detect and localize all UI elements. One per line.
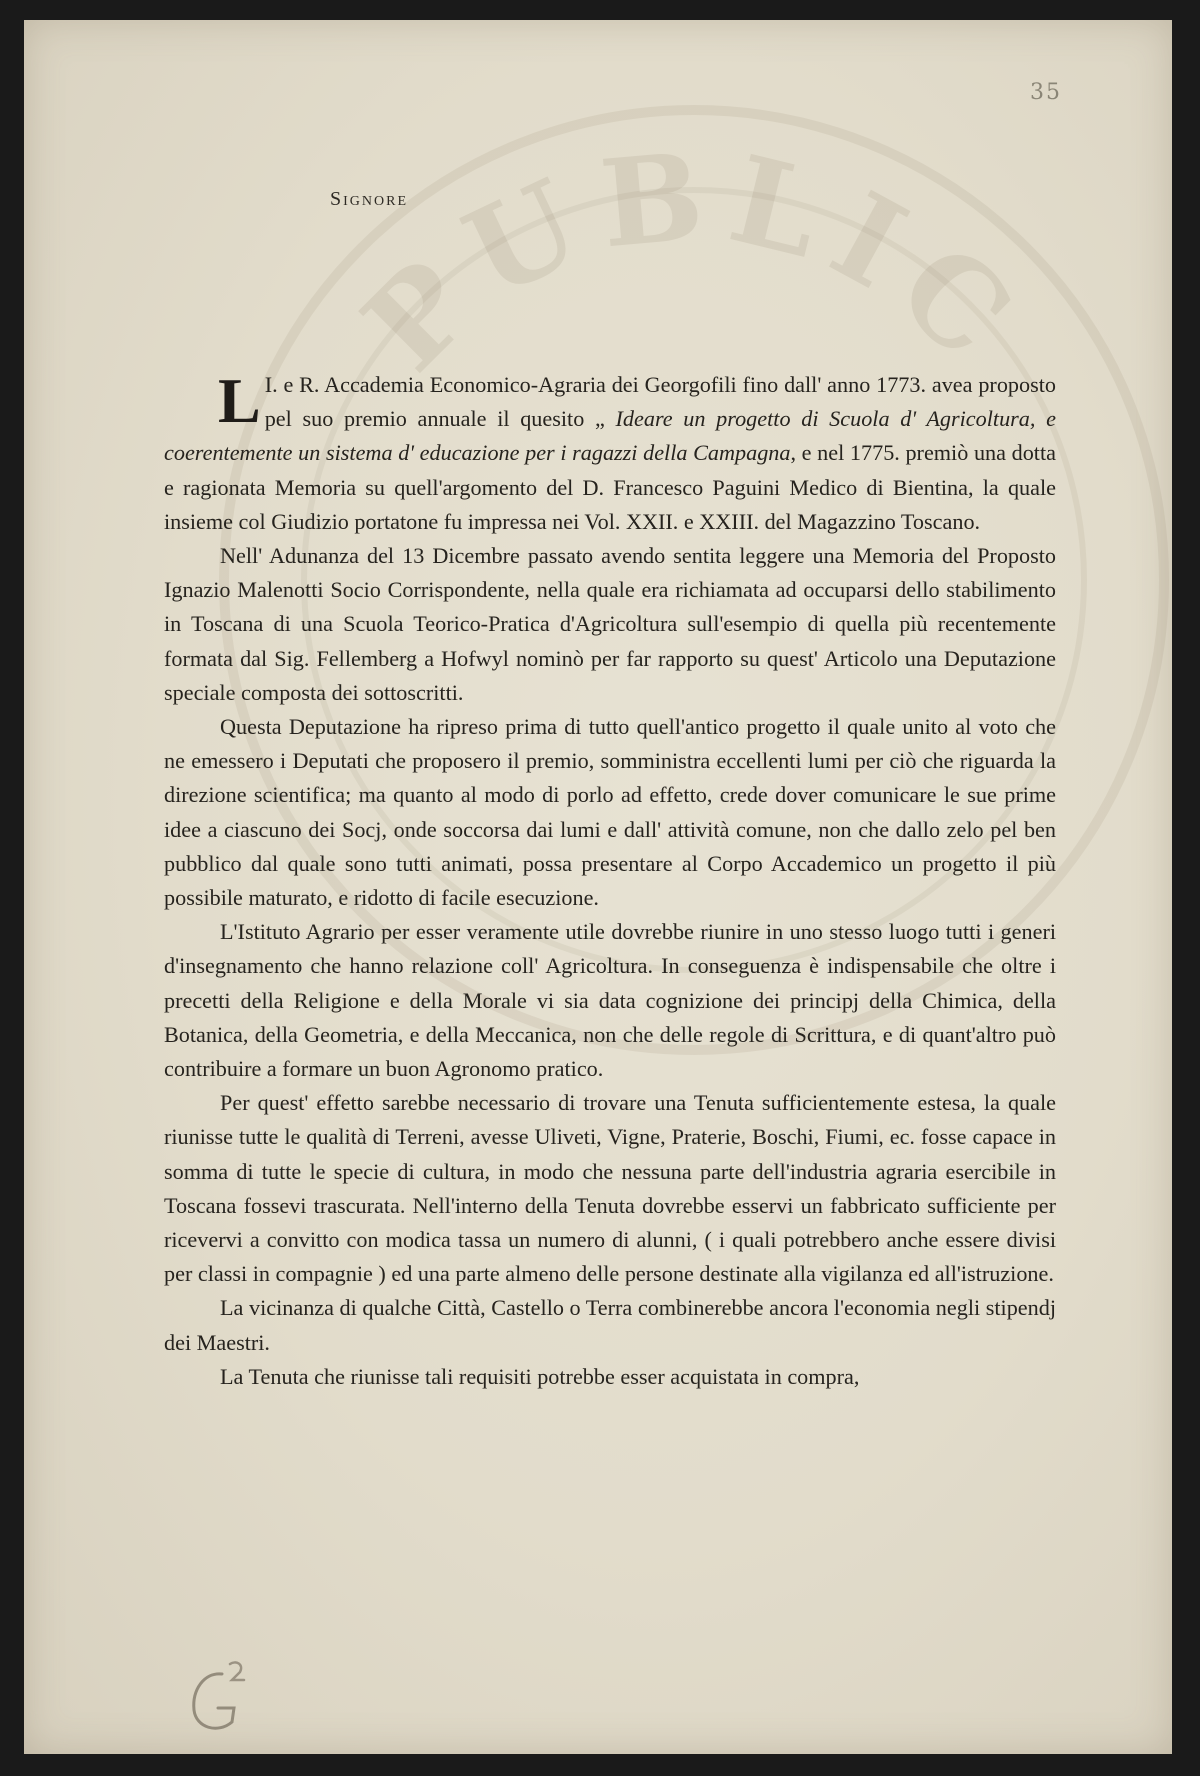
paragraph-6: La vicinanza di qualche Città, Castello o Terra combinerebbe ancora l'economia negli stipendj dei Maestri. <box>164 1295 1056 1355</box>
paragraph-1-quesito: Ideare un progetto di Scuola d' Agricoltura, e coerentemente un sistema d' educazione per i ragazzi della Campagna <box>164 406 1056 466</box>
paragraph-7: La Tenuta che riunisse tali requisiti potrebbe esser acquistata in compra, <box>220 1363 860 1389</box>
paragraph-5: Per quest' effetto sarebbe necessario di trovare una Tenuta sufficientemente estesa, la quale riunisse tutte le qualità di Terreni, avesse Uliveti, Vigne, Praterie, Boschi, Fiumi, ec. fosse capace in somma di tutte le specie di cultura, in modo che nessuna parte dell'industria agraria esercibile in Toscana fossevi trascurata. Nell'interno della Tenuta dovrebbe esservi un fabbricato sufficiente per ricevervi a convitto con modica tassa un numero di alunni, ( i quali potrebbero anche essere divisi per classi in compagnie ) ed una parte almeno delle persone destinate alla vigilanza ed all'istruzione. <box>164 1090 1056 1287</box>
salutation: Signore <box>330 188 409 210</box>
paragraph-1-part-b: , e nel 1775. premiò una dotta e ragionata Memoria su quell'argomento del D. Francesco Paguini Medico di Bientina, la quale insieme col Giudizio portatone fu impressa nei Vol. XXII. e XXIII. del Magazzino Toscano. <box>164 440 1056 534</box>
svg-text:PUBLIC <box>337 125 1051 398</box>
paragraph-3: Questa Deputazione ha ripreso prima di tutto quell'antico progetto il quale unito al voto che ne emessero i Deputati che proposero il premio, somministra eccellenti lumi per ciò che riguarda la direzione scientifica; ma quanto al modo di porlo ad effetto, crede dover comunicare le sue prime idee a ciascuno dei Socj, onde soccorsa dai lumi e dall' attività comune, non che dallo zelo pel ben pubblico dal quale sono tutti animati, possa presentare al Corpo Accademico un progetto il più possibile maturato, e ridotto di facile esecuzione. <box>164 714 1056 911</box>
paragraph-1-part-a: I. e R. Accademia Economico-Agraria dei Georgofili fino dall' anno 1773. avea proposto pel suo premio annuale il quesito „ <box>264 372 1056 432</box>
handwritten-margin-note <box>174 1656 264 1746</box>
page-number: 35 <box>1030 80 1062 105</box>
stamp-text: PUBLIC <box>336 124 1051 398</box>
paragraph-4: L'Istituto Agrario per esser veramente utile dovrebbe riunire in uno stesso luogo tutti i generi d'insegnamento che hanno relazione coll' Agricoltura. In conseguenza è indispensabile che oltre i precetti della Religione e della Morale vi sia data cognizione dei principj della Chimica, della Botanica, della Geometria, e della Meccanica, non che delle regole di Scrittura, e di quant'altro può contribuire a formare un buon Agronomo pratico. <box>164 919 1056 1082</box>
paragraph-1 <box>164 365 1056 539</box>
paper-page <box>24 20 1172 1754</box>
paragraph-2: Nell' Adunanza del 13 Dicembre passato avendo sentita leggere una Memoria del Proposto Ignazio Malenotti Socio Corrispondente, nella quale era richiamata ad occuparsi dello stabilimento in Toscana di una Scuola Teorico-Pratica d'Agricoltura sull'esempio di quella più recentemente formata dal Sig. Fellemberg a Hofwyl nominò per far rapporto su quest' Articolo una Deputazione speciale composta dei sottoscritti. <box>164 543 1056 705</box>
drop-cap: L <box>218 365 261 436</box>
letter-body <box>164 365 1056 1394</box>
